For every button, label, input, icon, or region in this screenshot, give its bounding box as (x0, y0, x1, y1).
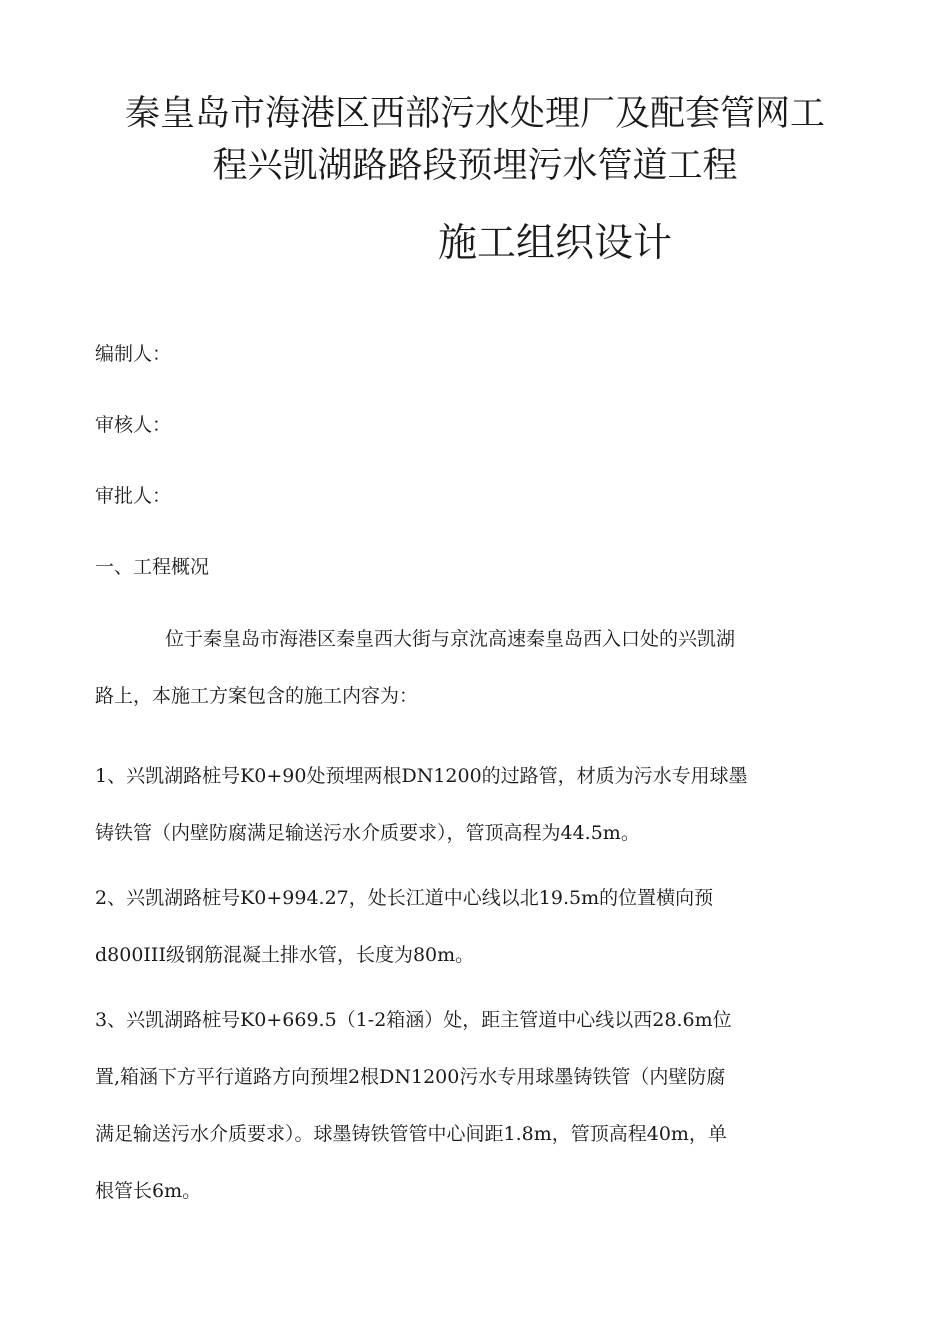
intro-paragraph (95, 611, 835, 725)
item-2-line-2: d800III级钢筋混凝土排水管，长度为80m。 (95, 944, 475, 966)
compiler-label: 编制人： (95, 343, 172, 365)
approver-label: 审批人： (95, 485, 172, 507)
item-3-line-2: 置,箱涵下方平行道路方向预埋2根DN1200污水专用球墨铸铁管（内壁防腐 (95, 1066, 726, 1088)
item-2-paragraph (95, 870, 835, 984)
item-3-line-1: 3、兴凯湖路桩号K0+669.5（1-2箱涵）处，距主管道中心线以西28.6m位 (95, 1009, 732, 1031)
item-1-line-2: 铸铁管（内壁防腐满足输送污水介质要求），管顶高程为44.5m。 (95, 822, 640, 844)
intro-line-2: 路上，本施工方案包含的施工内容为： (95, 685, 419, 707)
intro-line-1: 位于秦皇岛市海港区秦皇西大街与京沈高速秦皇岛西入口处的兴凯湖 (165, 628, 736, 650)
item-1-paragraph (95, 748, 835, 862)
item-3-paragraph (95, 992, 835, 1220)
section-heading: 一、工程概况 (95, 556, 210, 578)
item-3-line-3: 满足输送污水介质要求）。球墨铸铁管管中心间距1.8m，管顶高程40m，单 (95, 1123, 727, 1145)
document-title (60, 88, 890, 192)
item-2-line-1: 2、兴凯湖路桩号K0+994.27，处长江道中心线以北19.5m的位置横向预 (95, 887, 714, 909)
item-3-line-4: 根管长6m。 (95, 1180, 202, 1202)
title-line-2: 程兴凯湖路路段预埋污水管道工程 (212, 146, 738, 186)
title-line-1: 秦皇岛市海港区西部污水处理厂及配套管网工 (124, 94, 825, 134)
item-1-line-1: 1、兴凯湖路桩号K0+90处预埋两根DN1200的过路管，材质为污水专用球墨 (95, 765, 748, 787)
reviewer-label: 审核人： (95, 414, 172, 436)
document-subtitle: 施工组织设计 (438, 221, 673, 266)
